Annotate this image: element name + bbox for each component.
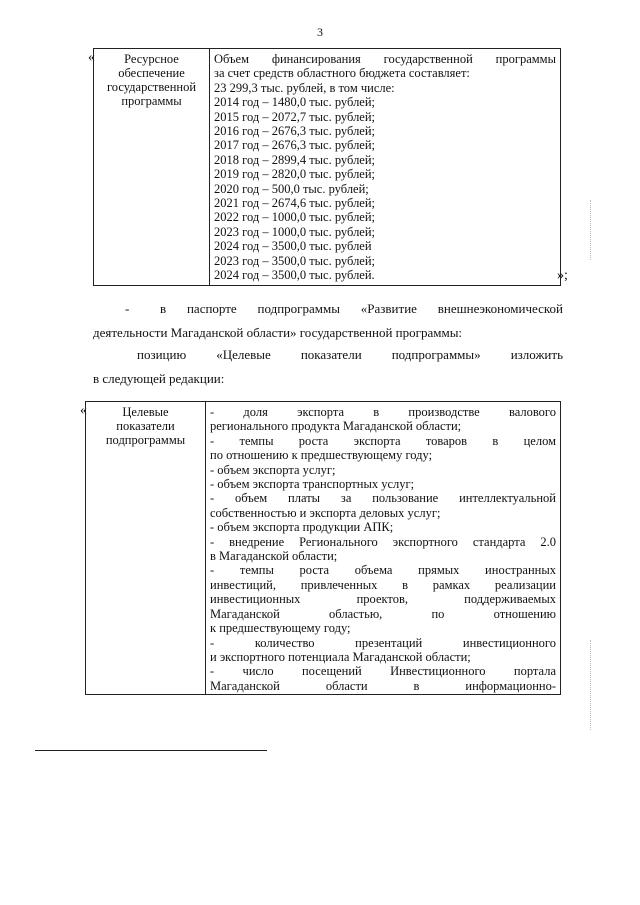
page-number: 3 [317, 25, 323, 39]
funding-year-item: 2023 год – 1000,0 тыс. рублей; [214, 224, 376, 239]
targets-content-cell [206, 402, 561, 695]
target-indicator-line: по отношению к предшествующему году; [210, 448, 433, 463]
opening-quote-mark: « [88, 50, 95, 65]
label-line: государственной [106, 80, 197, 94]
target-indicator-line: - темпы роста объема прямых иностранных [210, 563, 556, 578]
funding-year-item: 2023 год – 3500,0 тыс. рублей; [214, 253, 376, 268]
paragraph-line: позицию «Целевые показатели подпрограммы» изложить [137, 347, 563, 362]
target-indicator-line: - объем экспорта транспортных услуг; [210, 477, 415, 492]
funding-intro-line: Объем финансирования государственной программы [214, 52, 556, 66]
funding-year-item: 2014 год – 1480,0 тыс. рублей; [214, 95, 376, 110]
target-indicator-line: в Магаданской области; [210, 549, 338, 564]
funding-year-item: 2019 год – 2820,0 тыс. рублей; [214, 167, 376, 182]
funding-year-item: 2024 год – 3500,0 тыс. рублей. [214, 268, 375, 283]
resources-table [93, 48, 561, 286]
target-indicator-line: Магаданской области в информационно- [210, 678, 556, 693]
target-indicator-line: регионального продукта Магаданской области; [210, 419, 462, 434]
target-indicator-line: Магаданской областью, по отношению [210, 606, 556, 621]
paragraph-line: в паспорте подпрограммы «Развитие внешнеэкономической [160, 301, 563, 316]
target-indicator-line: инвестиционных проектов, поддерживаемых [210, 592, 556, 607]
funding-year-item: 2022 год – 1000,0 тыс. рублей; [214, 210, 376, 225]
funding-year-item: 2017 год – 2676,3 тыс. рублей; [214, 138, 376, 153]
label-line: Ресурсное [124, 52, 179, 66]
label-line: подпрограммы [105, 433, 186, 447]
opening-quote-mark: « [80, 403, 87, 418]
funding-intro-line: за счет средств областного бюджета составляет: [214, 66, 470, 81]
label-line: показатели [116, 419, 175, 433]
scan-edge-artifact [590, 200, 592, 260]
target-indicator-list [210, 405, 556, 693]
funding-year-list [214, 95, 556, 282]
target-indicator-line: - доля экспорта в производстве валового [210, 405, 556, 419]
target-indicator-line: - темпы роста экспорта товаров в целом [210, 433, 556, 448]
funding-year-item: 2024 год – 3500,0 тыс. рублей [214, 239, 372, 254]
funding-total: 23 299,3 тыс. рублей, в том числе: [214, 80, 395, 95]
target-indicator-line: - объем экспорта продукции АПК; [210, 520, 394, 535]
funding-year-item: 2015 год – 2072,7 тыс. рублей; [214, 109, 376, 124]
funding-year-item: 2018 год – 2899,4 тыс. рублей; [214, 152, 376, 167]
paragraph-position [93, 346, 563, 387]
target-indicator-line: собственностью и экспорта деловых услуг; [210, 505, 441, 520]
target-indicator-line: и экспортного потенциала Магаданской области; [210, 649, 471, 664]
resources-label-cell [94, 49, 210, 286]
target-indicator-line: - объем платы за пользование интеллектуальной [210, 491, 556, 506]
paragraph-line: в следующей редакции: [93, 371, 225, 386]
label-line: обеспечение [118, 66, 185, 80]
label-line: Целевые [122, 405, 169, 419]
list-dash: - [125, 301, 130, 316]
funding-year-item: 2021 год – 2674,6 тыс. рублей; [214, 196, 376, 211]
target-indicator-line: - число посещений Инвестиционного портала [210, 664, 556, 679]
closing-quote-mark: »; [557, 268, 568, 283]
target-indicator-line: - количество презентаций инвестиционного [210, 635, 556, 650]
target-indicator-line: инвестиций, привлеченных в рамках реализации [210, 577, 556, 592]
targets-table [85, 401, 561, 695]
target-indicator-line: - объем экспорта услуг; [210, 462, 336, 477]
target-indicator-line: к предшествующему году; [210, 621, 351, 636]
scan-edge-artifact [590, 640, 592, 730]
paragraph-passport [93, 300, 563, 341]
targets-label-cell [86, 402, 206, 695]
resources-content-cell [210, 49, 561, 286]
label-line: программы [121, 94, 182, 108]
funding-year-item: 2020 год – 500,0 тыс. рублей; [214, 181, 369, 196]
footer-separator-line [35, 750, 267, 751]
paragraph-line: деятельности Магаданской области» государственной программы: [93, 325, 463, 340]
target-indicator-line: - внедрение Регионального экспортного стандарта 2.0 [210, 534, 556, 549]
funding-year-item: 2016 год – 2676,3 тыс. рублей; [214, 124, 376, 139]
